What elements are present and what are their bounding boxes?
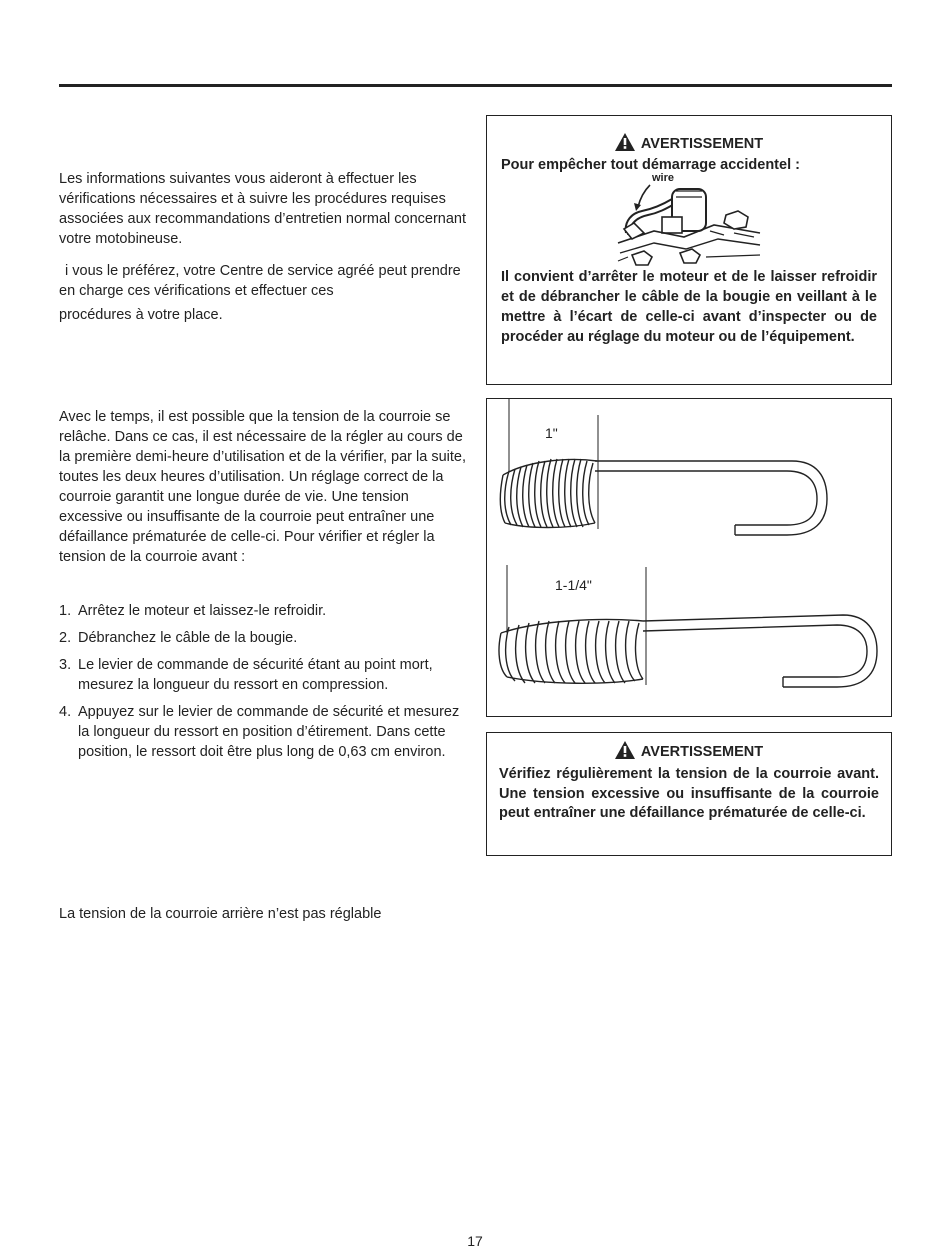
step-text: Appuyez sur le levier de commande de sécurité et mesurez la longueur du ressort en position d’étirement. Dans cette position, le ressort doit être plus long de 0,63 cm environ. <box>78 704 460 760</box>
page-number: 17 <box>467 1233 483 1249</box>
warning-box-spark-plug <box>486 115 892 385</box>
dimension-label-compressed: 1" <box>545 425 558 441</box>
warning-header <box>487 133 891 155</box>
warning-lead: Pour empêcher tout démarrage accidentel : <box>501 157 800 173</box>
warning-body: Il convient d’arrêter le moteur et de le laisser refroidir et de débrancher le câble de la bougie en veillant à le mettre à l’écart de celle-ci avant d’inspecter ou de procéder au réglage du moteur ou de l’équipement. <box>501 269 877 345</box>
list-item <box>59 628 469 648</box>
step-text: Débranchez le câble de la bougie. <box>78 630 298 646</box>
header-rule <box>59 84 892 87</box>
belt-tension-section <box>59 407 469 567</box>
intro-paragraph-1: Les informations suivantes vous aideront à effectuer les vérifications nécessaires et à suivre les procédures requises associées aux recommandations d’entretien normal concernant votre motobineuse. <box>59 171 467 247</box>
belt-tension-paragraph: Avec le temps, il est possible que la tension de la courroie se relâche. Dans ce cas, il est nécessaire de la régler au cours de la première demi-heure d’utilisation et de la vérifier, par la suite, toutes les deux heures d’utilisation. Un réglage correct de la courroie garantit une longue durée de vie. Une tension excessive ou insuffisante de la courroie peut entraîner une défaillance prématurée de celle-ci. Pour vérifier et régler la tension de la courroie avant : <box>59 409 467 565</box>
intro-paragraph-2: i vous le préférez, votre Centre de service agréé peut prendre en charge ces vérifications et effectuer ces <box>59 263 461 299</box>
step-number: 1. <box>59 603 72 619</box>
warning-title: AVERTISSEMENT <box>640 744 764 760</box>
wire-label: wire <box>652 173 675 184</box>
warning-triangle-icon <box>615 741 635 759</box>
rear-belt-note: La tension de la courroie arrière n’est pas réglable <box>59 906 382 922</box>
step-number: 4. <box>59 704 72 720</box>
list-item <box>59 655 469 695</box>
step-number: 2. <box>59 630 72 646</box>
steps-list <box>59 601 469 769</box>
list-item <box>59 702 469 762</box>
warning-body: Vérifiez régulièrement la tension de la courroie avant. Une tension excessive ou insuffisante de la courroie peut entraîner une défaillance prématurée de celle-ci. <box>499 766 879 821</box>
dimension-label-extended: 1-1/4" <box>555 577 592 593</box>
step-text: Le levier de commande de sécurité étant au point mort, mesurez la longueur du ressort en compression. <box>78 657 433 693</box>
step-number: 3. <box>59 657 72 673</box>
intro-section <box>59 169 469 325</box>
warning-box-belt-tension <box>486 732 892 856</box>
spring-measurement-figure <box>486 398 892 717</box>
warning-title: AVERTISSEMENT <box>640 136 764 152</box>
list-item <box>59 601 469 621</box>
warning-header <box>487 741 891 763</box>
step-text: Arrêtez le moteur et laissez-le refroidir. <box>78 603 327 619</box>
spark-plug-wire-figure <box>614 173 764 267</box>
intro-paragraph-2-end: procédures à votre place. <box>59 307 223 323</box>
spring-diagram <box>487 399 890 715</box>
warning-triangle-icon <box>615 133 635 151</box>
